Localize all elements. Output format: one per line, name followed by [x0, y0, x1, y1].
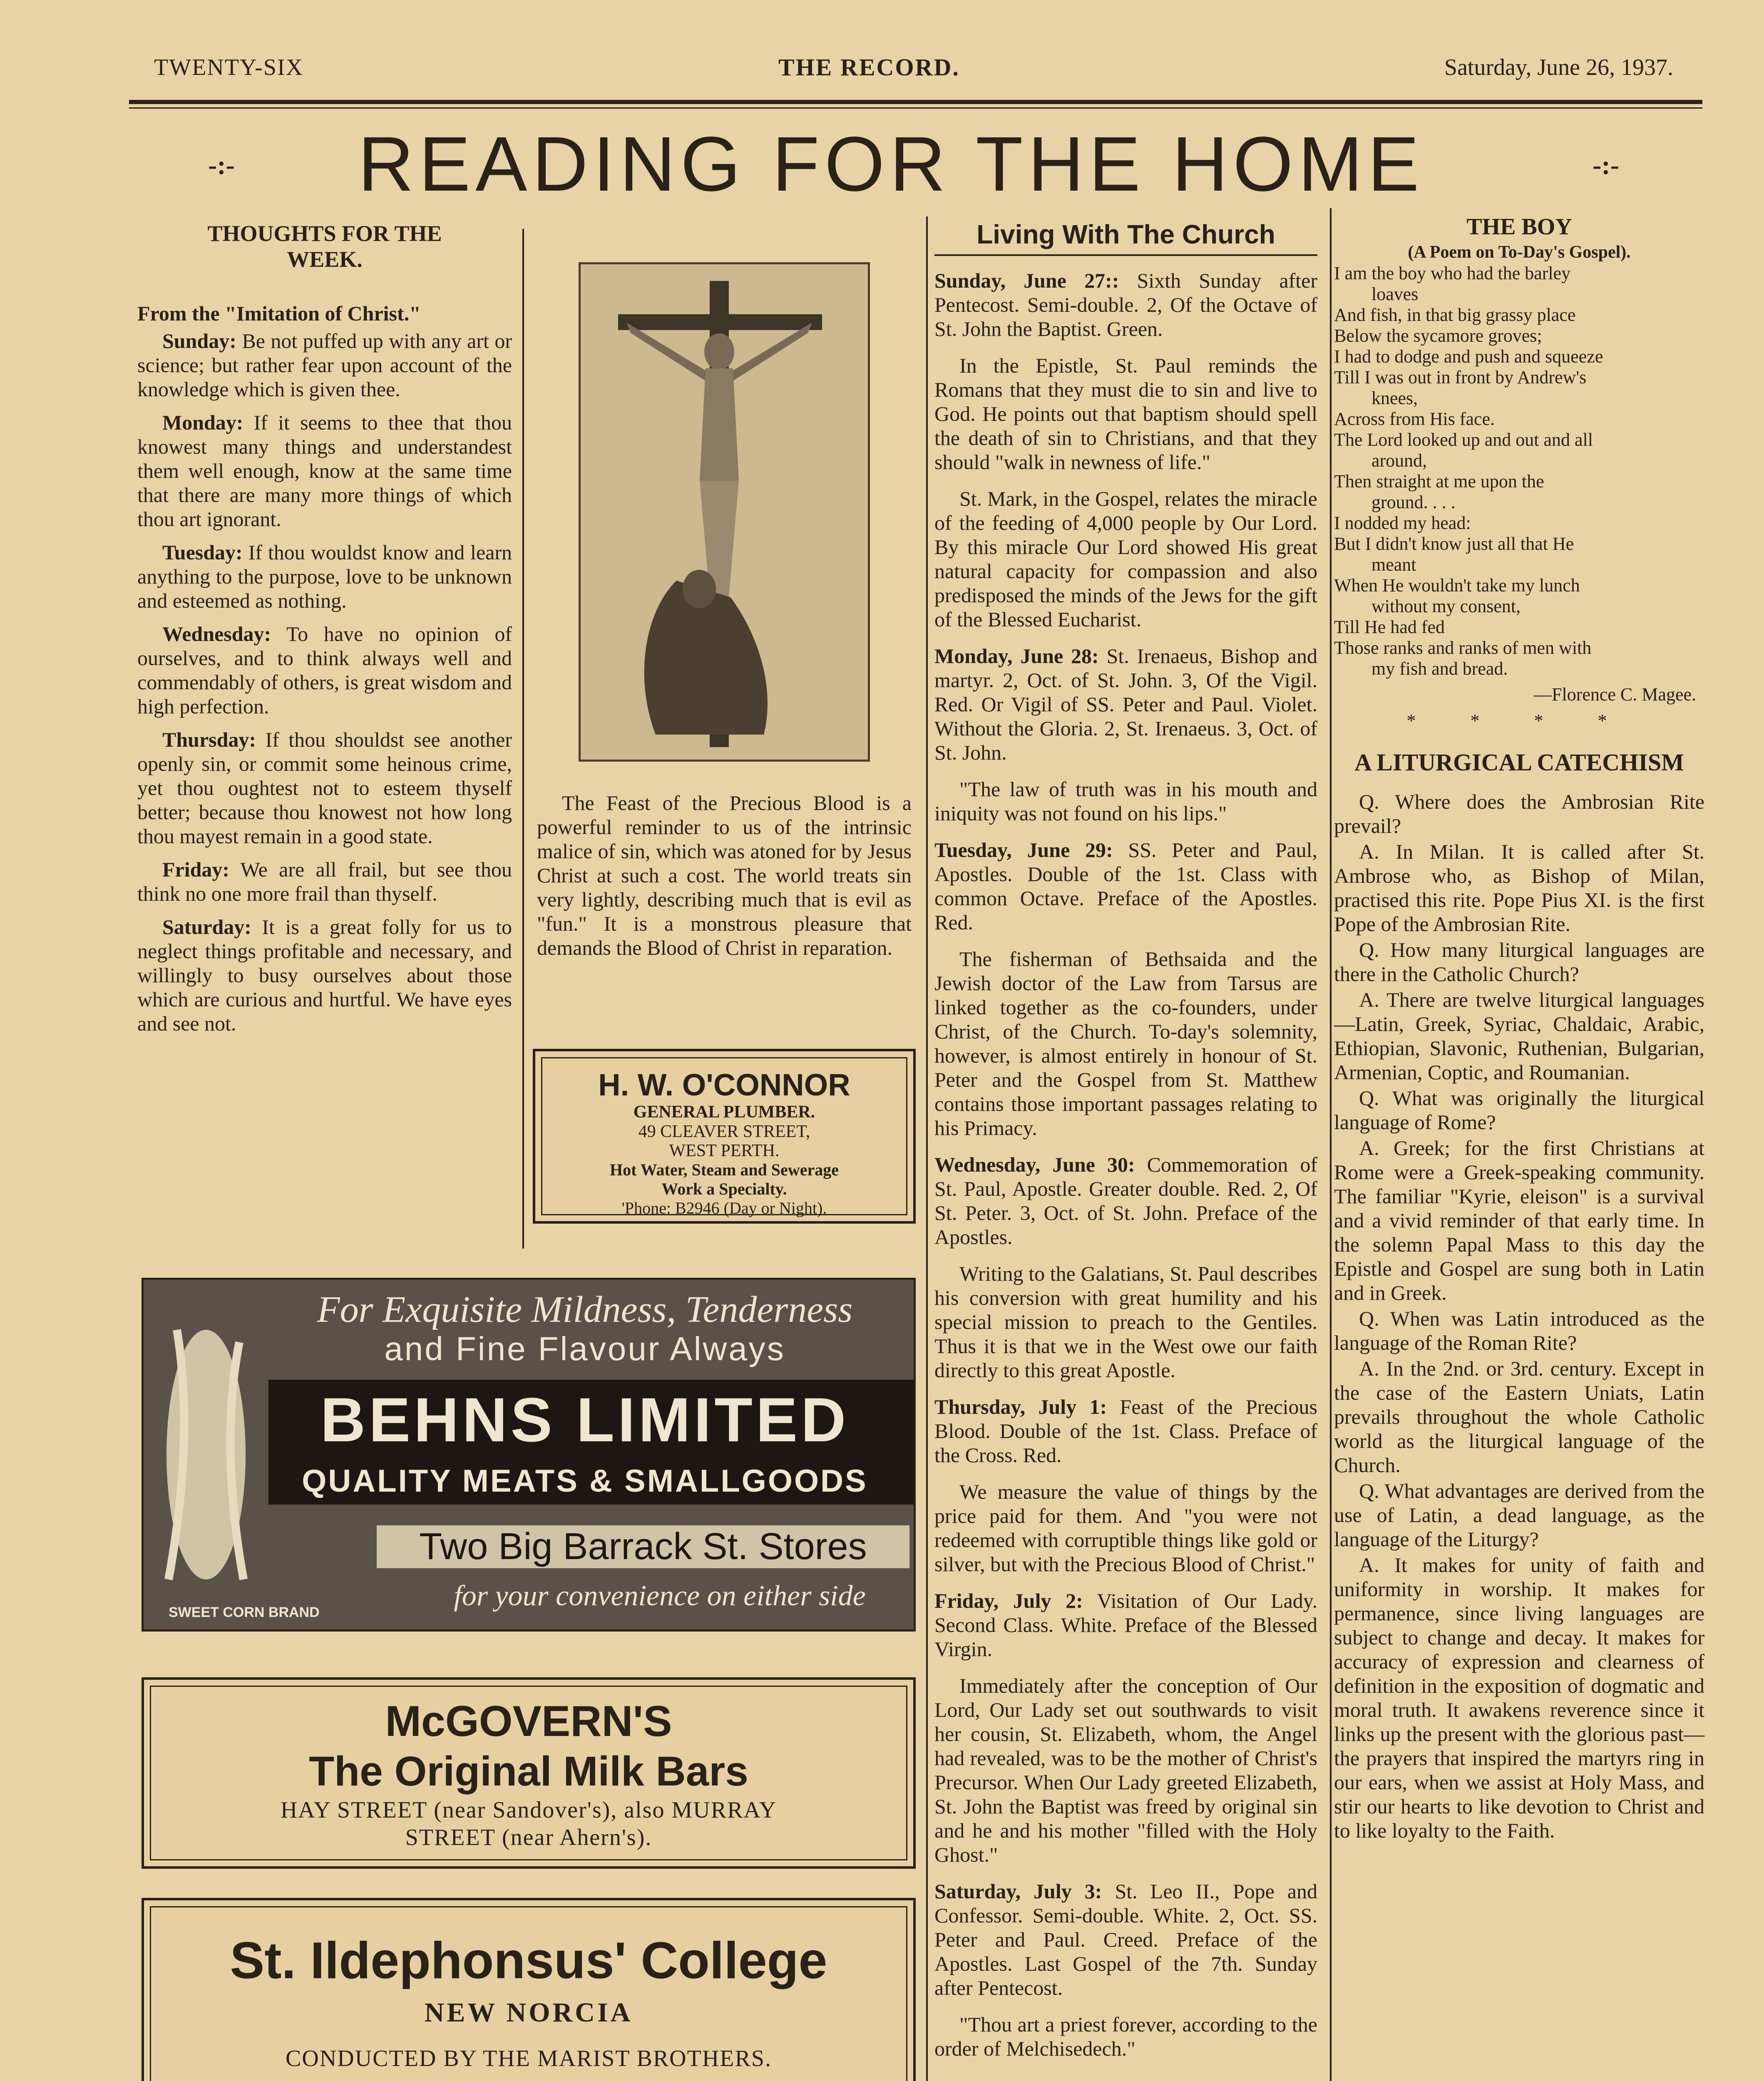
column-rule [522, 229, 524, 1249]
church-entry-text: "Thou art a priest forever, according to the order of Melchisedech." [934, 2013, 1317, 2060]
college-place: NEW NORCIA [424, 1997, 633, 2028]
thought-day: Thursday: [162, 728, 256, 751]
church-entry-text: Commemoration of St. Paul, Apostle. Greater double. Red. 2, Of St. Peter. 3, Oct. of St. John. Preface of the Apostles. [934, 1153, 1318, 1249]
feast-column [537, 791, 912, 971]
catechism-answer: A. In the 2nd. or 3rd. century. Except in the case of the Eastern Uniats, Latin prevails throughout the whole Catholic world as the liturgical language of the Church. [1334, 1357, 1704, 1477]
column-rule [1330, 208, 1332, 2081]
catechism-question: Q. What advantages are derived from the use of Latin, a dead language, as the language of the Liturgy? [1334, 1479, 1704, 1551]
page-number: TWENTY-SIX [154, 55, 304, 80]
poem-line: without my consent, [1371, 596, 1521, 616]
church-entry-text: Feast of the Precious Blood. Double of the 1st. Class. Preface of the Cross. Red. [934, 1395, 1318, 1467]
church-entry-text: SS. Peter and Paul, Apostles. Double of the 1st. Class with common Octave. Preface of the Apostles. Red. [934, 838, 1318, 934]
church-entry-text: Immediately after the conception of Our Lord, Our Lady set out southwards to visit her cousin, St. Elizabeth, whom, the Angel had revealed, was to be the mother of Christ's Precursor. When Our Lady greeted Elizabeth, St. John the Baptist was freed by original sin and he and his mother "filled with the Holy Ghost." [934, 1674, 1317, 1866]
church-entry-text: St. Mark, in the Gospel, relates the miracle of the feeding of 4,000 people by Our Lord. By this miracle Our Lord showed His great natural capacity for compassion and also predisposed the minds of the Jews for the gift of the Blessed Eucharist. [934, 487, 1317, 631]
thought-day: Friday: [162, 858, 230, 881]
catechism-question: Q. Where does the Ambrosian Rite prevail? [1334, 790, 1704, 837]
poem-line: Till He had fed [1334, 617, 1445, 637]
behns-convenience: for your convenience on either side [454, 1580, 866, 1612]
poem-line: Till I was out in front by Andrew's [1334, 367, 1587, 387]
thought-paragraph [137, 915, 512, 1036]
catechism-title: A LITURGICAL CATECHISM [1354, 749, 1684, 776]
catechism-answer: A. There are twelve liturgical languages—Latin, Greek, Syriac, Chaldaic, Arabic, Ethiopian, Slavonic, Ruthenian, Bulgarian, Armenian, Coptic, and Roumanian. [1334, 988, 1704, 1084]
behns-stores: Two Big Barrack St. Stores [377, 1525, 909, 1568]
oconnor-name: H. W. O'CONNOR [598, 1068, 850, 1102]
poem-line: loaves [1371, 284, 1419, 304]
banner-title: READING FOR THE HOME [358, 121, 1424, 207]
church-entry [934, 1395, 1317, 1467]
thought-text: To have no opinion of ourselves, and to think always well and commendably of others, is great wisdom and high perfection. [137, 622, 512, 718]
church-entry-text: The fisherman of Bethsaida and the Jewish doctor of the Law from Tarsus are linked together as the co-founders, under Christ, of the Church. To-day's solemnity, however, is almost entirely in honour of St. Peter and the Gospel from St. Matthew contains those important passages relating to his Primacy. [934, 947, 1317, 1140]
boy-author: —Florence C. Magee. [1533, 684, 1696, 705]
thoughts-column [137, 221, 512, 1045]
thought-day: Wednesday: [162, 622, 271, 646]
church-entry-text: Writing to the Galatians, St. Paul describes his conversion with great humility and his special mission to preach to the Gentiles. Thus it is that we in the West owe our faith directly to this great Apostle. [934, 1262, 1317, 1382]
poem-line: my fish and bread. [1371, 658, 1508, 679]
oconnor-trade: GENERAL PLUMBER. [633, 1103, 815, 1122]
church-title: Living With The Church [934, 219, 1317, 256]
poem-line: But I didn't know just all that He [1334, 534, 1574, 554]
college-conducted: CONDUCTED BY THE MARIST BROTHERS. [286, 2046, 772, 2071]
feast-text: The Feast of the Precious Blood is a powerful reminder to us of the intrinsic malice of sin, which was atoned for by Jesus Christ at such a cost. The world treats sin very lightly, describing much that is evil as "fun." It is a monstrous pleasure that demands the Blood of Christ in reparation. [537, 791, 912, 959]
church-entry-date: Tuesday, June 29: [934, 838, 1113, 862]
poem-line: I nodded my head: [1334, 513, 1471, 533]
oconnor-phone: 'Phone: B2946 (Day or Night). [621, 1199, 827, 1217]
crucifix-illustration [579, 262, 870, 762]
church-entry-date: Wednesday, June 30: [934, 1153, 1135, 1176]
thought-text: Be not puffed up with any art or science; but rather fear upon account of the knowledge which is given thee. [137, 329, 512, 401]
church-entry [934, 487, 1317, 631]
poem-line: Below the sycamore groves; [1334, 325, 1542, 346]
behns-advert [142, 1278, 916, 1632]
catechism-question: Q. What was originally the liturgical language of Rome? [1334, 1086, 1704, 1134]
church-column [934, 219, 1317, 2073]
poem-line: When He wouldn't take my lunch [1334, 575, 1580, 596]
church-entry [934, 1262, 1317, 1382]
mcgovern-tagline: The Original Milk Bars [309, 1748, 748, 1795]
behns-brand: SWEET CORN BRAND [169, 1604, 320, 1620]
church-entry-text: Sixth Sunday after Pentecost. Semi-double. 2, Of the Octave of St. John the Baptist. Green. [934, 269, 1317, 340]
college-advert [142, 1898, 916, 2081]
catechism-answer: A. It makes for unity of faith and uniformity in worship. It makes for permanence, since living languages are subject to change and decay. It makes for accuracy of expression and clearness of definition in the exposition of dogmatic and moral truth. It awakens reverence since it links up the present with the glorious past—the prayers that inspired the martyrs ring in our ears, when we assist at Holy Mass, and stir our hearts to like devotion to Christ and to like loyalty to the Faith. [1334, 1553, 1704, 1842]
thought-text: If thou wouldst know and learn anything to the purpose, love to be unknown and esteemed as nothing. [137, 541, 512, 612]
church-entry [934, 268, 1317, 341]
thought-text: It is a great folly for us to neglect things profitable and necessary, and willingly to busy ourselves about those which are curious and hurtful. We have eyes and see not. [137, 915, 512, 1035]
oconnor-specialty-2: Work a Specialty. [661, 1180, 787, 1198]
header-rule [129, 100, 1702, 104]
church-entry [934, 1674, 1317, 1867]
poem-line: ground. . . . [1371, 492, 1456, 512]
thought-paragraph [137, 410, 512, 531]
church-entry-text: Visitation of Our Lady. Second Class. White. Preface of the Blessed Virgin. [934, 1589, 1317, 1661]
oconnor-address: 49 CLEAVER STREET, [638, 1122, 810, 1141]
church-entry [934, 947, 1317, 1140]
catechism-question: Q. How many liturgical languages are there in the Catholic Church? [1334, 938, 1704, 986]
catechism-answer: A. Greek; for the first Christians at Rome were a Greek-speaking community. The familiar "Kyrie, eleison" is a survival and a vivid reminder of that early time. In the solemn Papal Mass to this day the Epistle and Gospel are sung both in Latin and in Greek. [1334, 1136, 1704, 1304]
church-entry [934, 1879, 1317, 2000]
poem-line: Those ranks and ranks of men with [1334, 638, 1592, 658]
church-entry-text: "The law of truth was in his mouth and iniquity was not found on his lips." [934, 777, 1317, 825]
thought-day: Tuesday: [162, 541, 243, 564]
church-entry-date: Monday, June 28: [934, 644, 1099, 668]
boy-column [1334, 212, 1704, 1844]
banner-ornament-right: -:- [1593, 150, 1619, 180]
mcgovern-address: HAY STREET (near Sandover's), also MURRAY [280, 1797, 777, 1823]
church-entry [934, 2012, 1317, 2061]
church-entry-text: In the Epistle, St. Paul reminds the Romans that they must die to sin and live to God. He points out that baptism should spell the death of sin to Christians, and that they should "walk in newness of life." [934, 354, 1317, 474]
thought-paragraph [137, 329, 512, 401]
boy-poem [1334, 263, 1704, 679]
thought-paragraph [137, 622, 512, 718]
behns-name: BEHNS LIMITED [320, 1385, 850, 1455]
behns-sub: QUALITY MEATS & SMALLGOODS [302, 1463, 868, 1499]
issue-date: Saturday, June 26, 1937. [1444, 55, 1673, 80]
thoughts-source: From the "Imitation of Christ." [137, 302, 421, 325]
poem-line: knees, [1371, 388, 1418, 408]
oconnor-advert [533, 1049, 916, 1224]
church-entry-date: Sunday, June 27:: [934, 269, 1119, 292]
thought-text: If it seems to thee that thou knowest many things and understandest them well enough, know at the same time that there are many more things of which thou art ignorant. [137, 411, 512, 531]
mcgovern-name: McGOVERN'S [385, 1697, 672, 1746]
thought-paragraph [137, 728, 512, 848]
church-entry-date: Saturday, July 3: [934, 1880, 1102, 1903]
church-entry-date: Thursday, July 1: [934, 1395, 1107, 1418]
church-entry [934, 1152, 1317, 1249]
poem-line: Across from His face. [1334, 409, 1495, 429]
thought-text: If thou shouldst see another openly sin, or commit some heinous crime, yet thou oughtest not to esteem thyself better; because thou knowest not how long thou mayest remain in a good state. [137, 728, 512, 848]
thought-text: We are all frail, but see thou think no one more frail than thyself. [137, 858, 512, 905]
oconnor-suburb: WEST PERTH. [669, 1141, 780, 1160]
boy-title: THE BOY [1466, 214, 1572, 240]
boy-subtitle: (A Poem on To-Day's Gospel). [1408, 243, 1631, 262]
page-header [154, 46, 1673, 87]
catechism-list [1334, 790, 1704, 1843]
banner [129, 117, 1702, 208]
poem-line: around, [1371, 450, 1427, 471]
column-rule [926, 216, 928, 2081]
church-entry [934, 777, 1317, 825]
thought-day: Saturday: [162, 915, 251, 939]
thought-day: Monday: [162, 411, 243, 434]
poem-line: And fish, in that big grassy place [1334, 305, 1576, 325]
church-entry [934, 1480, 1317, 1576]
poem-line: The Lord looked up and out and all [1334, 430, 1593, 450]
corn-icon [144, 1280, 277, 1629]
paper-name: THE RECORD. [778, 54, 960, 81]
banner-ornament-left: -:- [208, 150, 235, 180]
church-entry-text: We measure the value of things by the price paid for them. And "you were not redeemed with corruptible things like gold or silver, but with the Precious Blood of Christ." [934, 1480, 1317, 1576]
catechism-question: Q. When was Latin introduced as the language of the Roman Rite? [1334, 1307, 1704, 1354]
oconnor-specialty: Hot Water, Steam and Sewerage [610, 1160, 839, 1179]
poem-line: meant [1371, 554, 1416, 575]
college-name: St. Ildephonsus' College [230, 1932, 827, 1989]
behns-flavour: and Fine Flavour Always [384, 1330, 785, 1367]
poem-line: I am the boy who had the barley [1334, 263, 1571, 283]
mcgovern-advert [142, 1677, 916, 1869]
thought-paragraph [137, 540, 512, 613]
church-entry-text: St. Irenaeus, Bishop and martyr. 2, Oct. of St. John. 3, Of the Vigil. Red. Or Vigil of SS. Peter and Paul. Violet. Without the Gloria. 2, St. Irenaeus. 3, Oct. of St. John. [934, 644, 1317, 764]
catechism-answer: A. In Milan. It is called after St. Ambrose who, as Bishop of Milan, practised this rite. Pope Pius XI. is the first Pope of the Ambrosian Rite. [1334, 840, 1704, 936]
thoughts-list [137, 329, 512, 1036]
church-entry-date: Friday, July 2: [934, 1589, 1083, 1612]
church-entry [934, 353, 1317, 474]
header-rule-thin [129, 107, 1702, 109]
church-entry [934, 644, 1317, 765]
poem-line: Then straight at me upon the [1334, 471, 1544, 492]
boy-stars: * * * * [1406, 710, 1632, 731]
church-list [934, 268, 1317, 2061]
poem-line: I had to dodge and push and squeeze [1334, 346, 1603, 367]
church-entry [934, 1589, 1317, 1661]
crucifix-figure [581, 264, 868, 760]
thought-day: Sunday: [162, 329, 236, 353]
church-entry [934, 838, 1317, 934]
mcgovern-address-2: STREET (near Ahern's). [405, 1825, 652, 1850]
thoughts-title: THOUGHTS FOR THE WEEK. [207, 221, 442, 272]
thought-paragraph [137, 857, 512, 906]
behns-tagline: For Exquisite Mildness, Tenderness [317, 1289, 853, 1330]
church-entry-text: St. Leo II., Pope and Confessor. Semi-double. White. 2, Oct. SS. Peter and Paul. Creed. Preface of the Apostles. Last Gospel of the 7th. Sunday after Pentecost. [934, 1880, 1317, 1999]
